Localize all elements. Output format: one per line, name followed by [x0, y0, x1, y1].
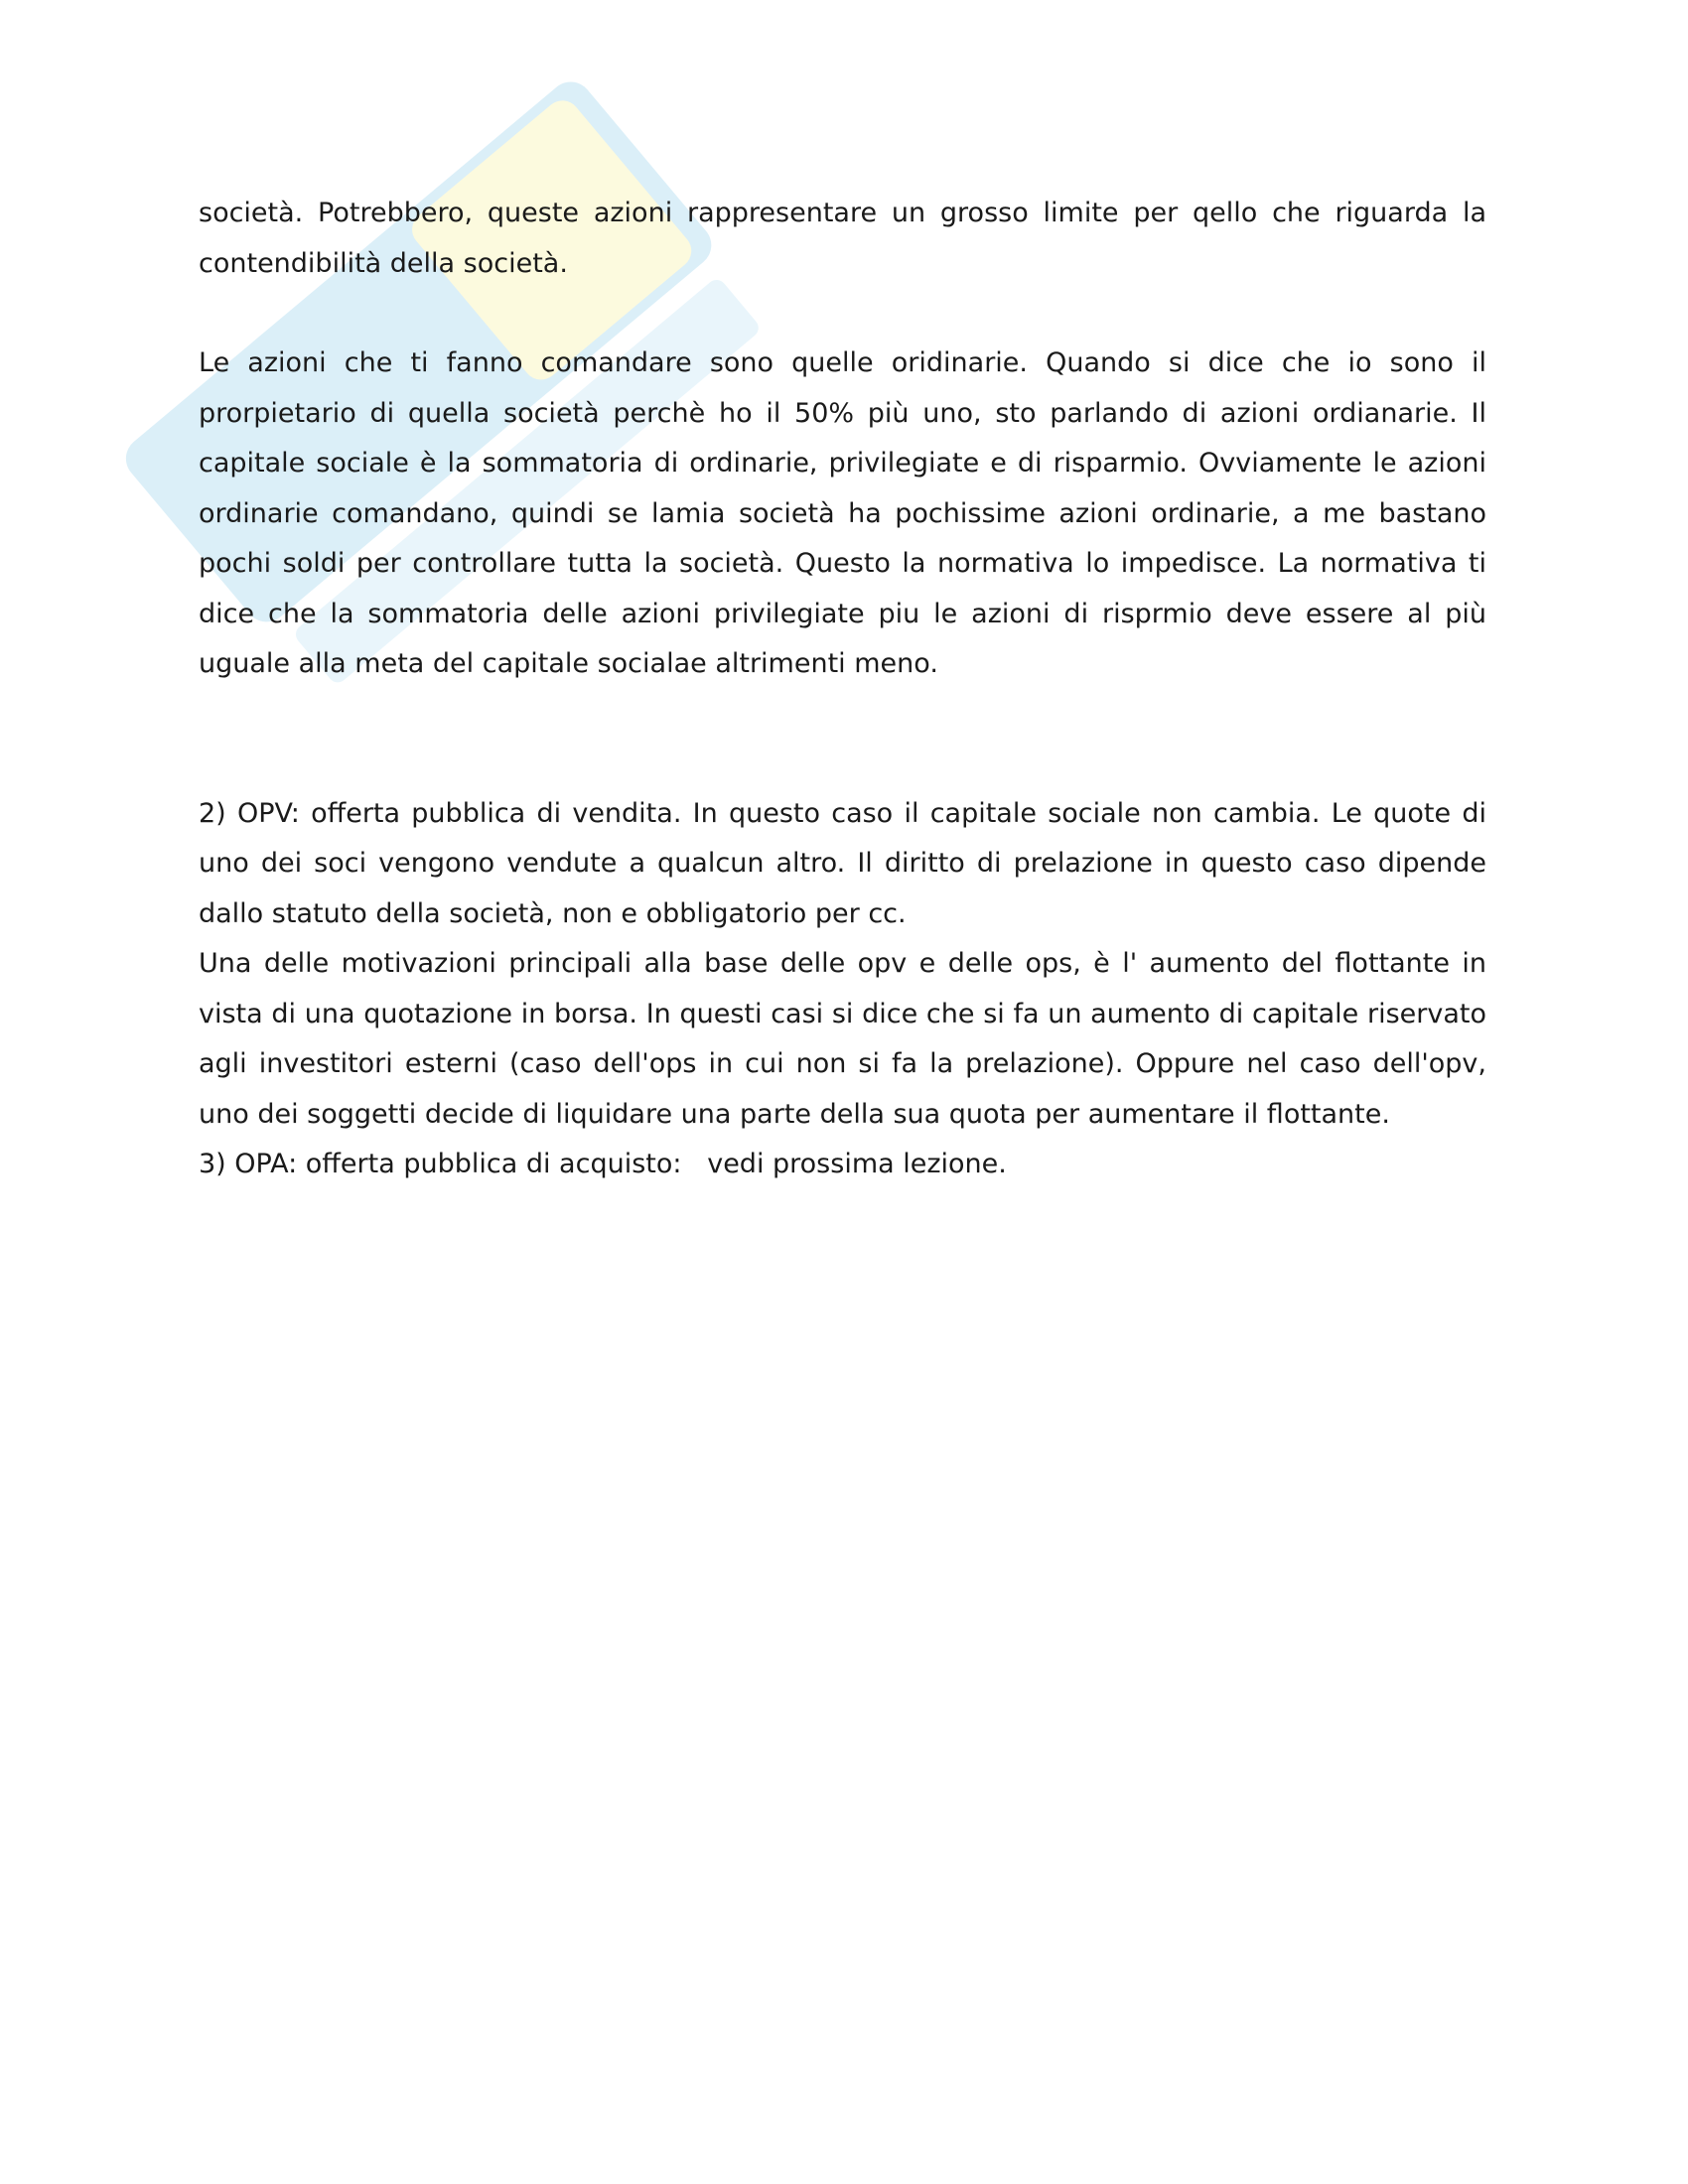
paragraph-spacer [199, 289, 1486, 339]
paragraph-motivazioni-opv-ops: Una delle motivazioni principali alla base delle opv e delle ops, è l' aumento del flottante in vista di una quotazione in borsa. In questi casi si dice che si fa un aumento di capitale riservato agli investitori esterni (caso dell'ops in cui non si fa la prelazione). Oppure nel caso dell'opv, uno dei soggetti decide di liquidare una parte della sua quota per aumentare il flottante. [199, 948, 1486, 1130]
paragraph-societa-contendibilita: società. Potrebbero, queste azioni rappresentare un grosso limite per qello che riguarda la contendibilità della società. [199, 198, 1486, 279]
paragraph-opa: 3) OPA: offerta pubblica di acquisto: vedi prossima lezione. [199, 1149, 1007, 1179]
document-body [199, 189, 1486, 1190]
paragraph-spacer [199, 690, 1486, 789]
paragraph-opv: 2) OPV: offerta pubblica di vendita. In questo caso il capitale sociale non cambia. Le quote di uno dei soci vengono vendute a qualcun altro. Il diritto di prelazione in questo caso dipende dallo statuto della società, non e obbligatorio per cc. [199, 797, 1486, 929]
paragraph-azioni-ordinarie: Le azioni che ti fanno comandare sono quelle oridinarie. Quando si dice che io sono il prorpietario di quella società perchè ho il 50% più uno, sto parlando di azioni ordianarie. Il capitale sociale è la sommatoria di ordinarie, privilegiate e di risparmio. Ovviamente le azioni ordinarie comandano, quindi se lamia società ha pochissime azioni ordinarie, a me bastano pochi soldi per controllare tutta la società. Questo la normativa lo impedisce. La normativa ti dice che la sommatoria delle azioni privilegiate piu le azioni di risprmio deve essere al più uguale alla meta del capitale socialae altrimenti meno. [199, 347, 1486, 679]
